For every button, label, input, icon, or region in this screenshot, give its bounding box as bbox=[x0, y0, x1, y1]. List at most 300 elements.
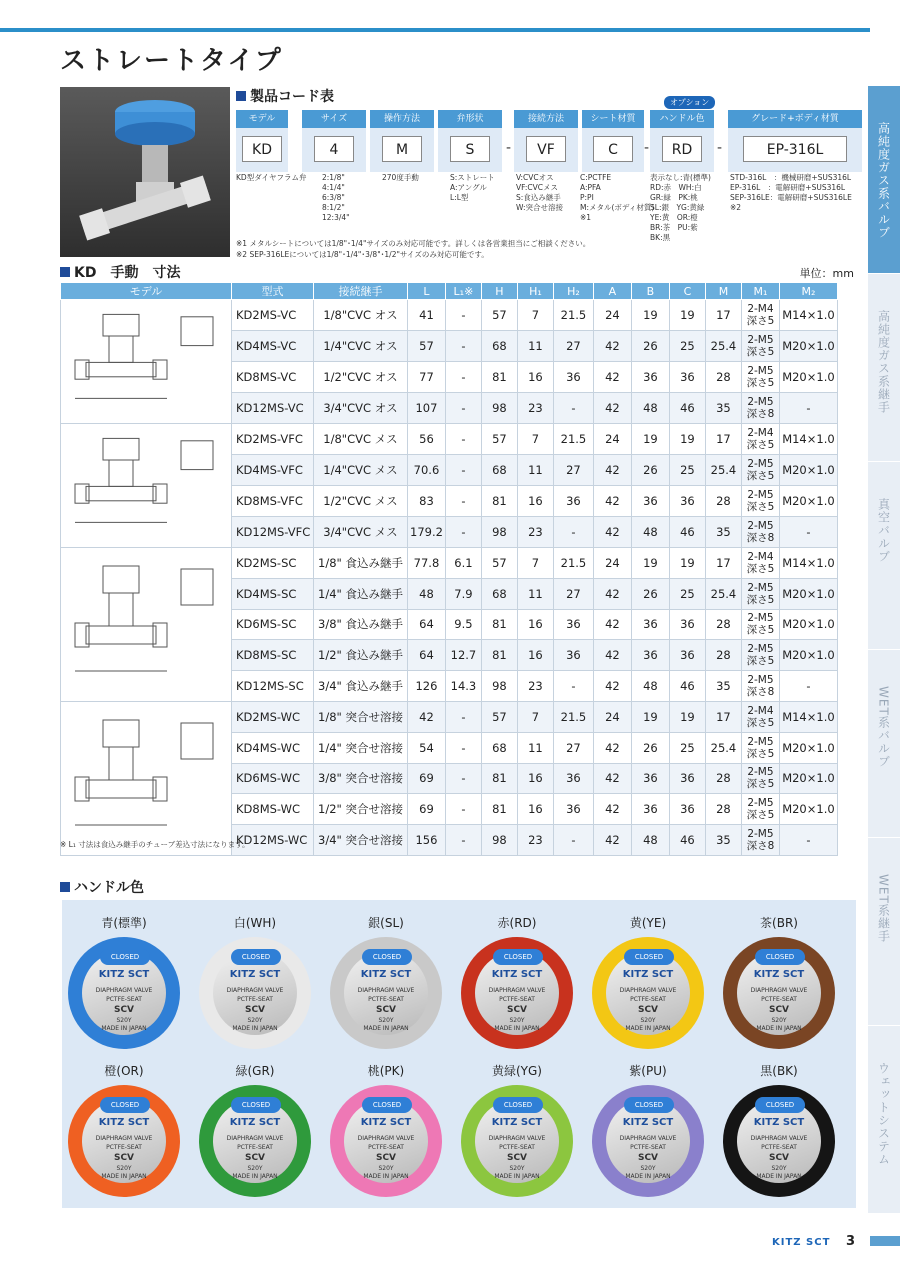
handle-color-item bbox=[588, 914, 708, 1049]
handle-color-label: 紫(PU) bbox=[629, 1064, 667, 1078]
table-cell: - bbox=[445, 763, 481, 794]
sidebar-tab-1[interactable]: 高純度ガス系継手 bbox=[868, 274, 900, 461]
knob-line3: SCV bbox=[768, 1005, 790, 1015]
knob-closed-label: CLOSED bbox=[231, 949, 281, 965]
table-cell: 16 bbox=[517, 486, 553, 517]
table-cell: - bbox=[445, 331, 481, 362]
knob-closed-label: CLOSED bbox=[362, 949, 412, 965]
col-header: L bbox=[408, 283, 446, 300]
code-desc-model: KD型ダイヤフラム弁 bbox=[236, 173, 307, 182]
table-cell: 2-M5 深さ5 bbox=[741, 486, 779, 517]
code-value: M bbox=[382, 136, 422, 162]
table-cell: 7 bbox=[517, 548, 553, 579]
col-header: モデル bbox=[61, 283, 232, 300]
knob-line5: MADE IN JAPAN bbox=[232, 1173, 278, 1180]
knob-closed-label: CLOSED bbox=[231, 1097, 281, 1113]
table-cell: 24 bbox=[593, 548, 631, 579]
knob-line4: S20Y bbox=[378, 1165, 394, 1172]
table-cell: 17 bbox=[705, 702, 741, 733]
table-cell: - bbox=[779, 517, 837, 548]
knob-line4: S20Y bbox=[116, 1165, 132, 1172]
knob-brand: KITZ SCT bbox=[98, 969, 150, 980]
table-cell: 28 bbox=[705, 794, 741, 825]
page-title: ストレートタイプ bbox=[60, 46, 283, 76]
table-cell: 36 bbox=[631, 609, 669, 640]
knob-line1: DIAPHRAGM VALVE bbox=[750, 987, 808, 994]
table-cell: 19 bbox=[631, 702, 669, 733]
table-cell: 16 bbox=[517, 362, 553, 393]
table-cell: 48 bbox=[631, 825, 669, 856]
handle-color-item bbox=[195, 914, 315, 1049]
code-col-valve-shape bbox=[438, 110, 502, 172]
table-cell: 46 bbox=[669, 671, 705, 702]
table-cell: 3/8" 突合せ溶接 bbox=[314, 763, 408, 794]
table-note: ※ L₁ 寸法は食込み継手のチューブ差込寸法になります。 bbox=[60, 840, 250, 849]
table-cell: 28 bbox=[705, 609, 741, 640]
table-cell: 3/8" 食込み継手 bbox=[314, 609, 408, 640]
table-cell: KD12MS-SC bbox=[232, 671, 314, 702]
knob-line3: SCV bbox=[375, 1153, 397, 1163]
table-cell: 1/2" 食込み継手 bbox=[314, 640, 408, 671]
table-cell: M20×1.0 bbox=[779, 763, 837, 794]
table-cell: 36 bbox=[669, 362, 705, 393]
table-cell: 1/4" 食込み継手 bbox=[314, 578, 408, 609]
table-cell: 16 bbox=[517, 640, 553, 671]
table-cell: 17 bbox=[705, 300, 741, 331]
sidebar bbox=[868, 86, 900, 1214]
table-cell: 36 bbox=[553, 794, 593, 825]
table-cell: - bbox=[445, 300, 481, 331]
table-cell: - bbox=[779, 393, 837, 424]
knob-line1: DIAPHRAGM VALVE bbox=[357, 1135, 415, 1142]
table-cell: 21.5 bbox=[553, 548, 593, 579]
table-cell: 36 bbox=[631, 794, 669, 825]
table-cell: - bbox=[445, 424, 481, 455]
code-desc-operation: 270度手動 bbox=[382, 173, 419, 182]
knob-line5: MADE IN JAPAN bbox=[756, 1025, 802, 1032]
table-cell: 42 bbox=[593, 331, 631, 362]
table-cell: 57 bbox=[481, 300, 517, 331]
handle-color-item bbox=[719, 1062, 839, 1197]
table-cell: 48 bbox=[631, 393, 669, 424]
handle-knob-image bbox=[461, 1085, 573, 1197]
table-cell: - bbox=[445, 393, 481, 424]
knob-brand: KITZ SCT bbox=[360, 1117, 412, 1128]
knob-line3: SCV bbox=[637, 1005, 659, 1015]
knob-line3: SCV bbox=[244, 1153, 266, 1163]
table-cell: 42 bbox=[593, 455, 631, 486]
table-cell: KD2MS-VC bbox=[232, 300, 314, 331]
product-photo bbox=[60, 87, 230, 257]
sidebar-tab-3[interactable]: WET系バルブ bbox=[868, 650, 900, 837]
knob-line1: DIAPHRAGM VALVE bbox=[95, 987, 153, 994]
knob-line1: DIAPHRAGM VALVE bbox=[357, 987, 415, 994]
knob-closed-label: CLOSED bbox=[624, 1097, 674, 1113]
code-value: KD bbox=[242, 136, 282, 162]
knob-line5: MADE IN JAPAN bbox=[101, 1173, 147, 1180]
knob-brand: KITZ SCT bbox=[360, 969, 412, 980]
table-cell: 41 bbox=[408, 300, 446, 331]
knob-brand: KITZ SCT bbox=[753, 1117, 805, 1128]
knob-line4: S20Y bbox=[378, 1017, 394, 1024]
knob-line5: MADE IN JAPAN bbox=[625, 1025, 671, 1032]
col-header: M₁ bbox=[741, 283, 779, 300]
sidebar-tab-5[interactable]: ウェットシステム bbox=[868, 1026, 900, 1213]
knob-line4: S20Y bbox=[247, 1017, 263, 1024]
handle-knob-image bbox=[330, 1085, 442, 1197]
table-cell: 57 bbox=[481, 702, 517, 733]
table-cell: KD8MS-WC bbox=[232, 794, 314, 825]
table-cell: 42 bbox=[593, 640, 631, 671]
code-col-grade bbox=[728, 110, 862, 172]
table-cell: 2-M5 深さ5 bbox=[741, 331, 779, 362]
handle-color-label: 青(標準) bbox=[101, 916, 147, 930]
table-cell: 3/4"CVC メス bbox=[314, 517, 408, 548]
table-cell: 81 bbox=[481, 763, 517, 794]
table-cell: 23 bbox=[517, 825, 553, 856]
table-cell: 16 bbox=[517, 609, 553, 640]
table-cell: 27 bbox=[553, 578, 593, 609]
code-head: シート材質 bbox=[582, 110, 644, 128]
table-cell: 6.1 bbox=[445, 548, 481, 579]
table-cell: 2-M4 深さ5 bbox=[741, 300, 779, 331]
table-cell: M14×1.0 bbox=[779, 424, 837, 455]
table-cell: 21.5 bbox=[553, 424, 593, 455]
table-cell: KD2MS-WC bbox=[232, 702, 314, 733]
valve-drawing bbox=[61, 548, 231, 698]
knob-line1: DIAPHRAGM VALVE bbox=[95, 1135, 153, 1142]
valve-drawing bbox=[61, 702, 231, 852]
table-row bbox=[61, 424, 838, 455]
table-cell: 21.5 bbox=[553, 300, 593, 331]
table-cell: 81 bbox=[481, 640, 517, 671]
knob-line4: S20Y bbox=[116, 1017, 132, 1024]
table-cell: 36 bbox=[553, 763, 593, 794]
knob-line2: PCTFE-SEAT bbox=[237, 1144, 273, 1151]
table-cell: 35 bbox=[705, 671, 741, 702]
table-cell: 36 bbox=[669, 794, 705, 825]
code-desc-valve-shape: S:ストレート A:アングル L:L型 bbox=[450, 173, 495, 202]
table-cell: - bbox=[445, 455, 481, 486]
table-cell: 11 bbox=[517, 732, 553, 763]
handle-color-panel bbox=[62, 900, 856, 1208]
table-cell: 16 bbox=[517, 794, 553, 825]
table-cell: - bbox=[779, 825, 837, 856]
handle-color-item bbox=[64, 1062, 184, 1197]
table-cell: 11 bbox=[517, 331, 553, 362]
table-row bbox=[61, 548, 838, 579]
code-table-heading: 製品コード表 bbox=[236, 86, 334, 106]
table-cell: 46 bbox=[669, 393, 705, 424]
table-cell: 1/2"CVC メス bbox=[314, 486, 408, 517]
table-cell: 2-M5 深さ5 bbox=[741, 763, 779, 794]
table-cell: KD8MS-SC bbox=[232, 640, 314, 671]
table-cell: 36 bbox=[553, 362, 593, 393]
knob-line5: MADE IN JAPAN bbox=[625, 1173, 671, 1180]
table-cell: 2-M4 深さ5 bbox=[741, 548, 779, 579]
knob-closed-label: CLOSED bbox=[755, 949, 805, 965]
table-cell: 42 bbox=[593, 393, 631, 424]
knob-line3: SCV bbox=[375, 1005, 397, 1015]
code-col-size bbox=[302, 110, 366, 172]
handle-color-label: 桃(PK) bbox=[367, 1064, 405, 1078]
table-cell: 77 bbox=[408, 362, 446, 393]
table-cell: KD4MS-WC bbox=[232, 732, 314, 763]
table-cell: 46 bbox=[669, 517, 705, 548]
knob-line2: PCTFE-SEAT bbox=[761, 996, 797, 1003]
code-table-notes bbox=[236, 238, 590, 260]
table-cell: 56 bbox=[408, 424, 446, 455]
table-cell: 7 bbox=[517, 424, 553, 455]
knob-line2: PCTFE-SEAT bbox=[499, 996, 535, 1003]
code-desc-connection: V:CVCオス VF:CVCメス S:食込み継手 W:突合せ溶接 bbox=[516, 173, 564, 212]
table-cell: - bbox=[445, 825, 481, 856]
table-cell: 1/4"CVC オス bbox=[314, 331, 408, 362]
col-header: H₁ bbox=[517, 283, 553, 300]
table-cell: - bbox=[445, 732, 481, 763]
table-cell: 2-M5 深さ5 bbox=[741, 794, 779, 825]
code-desc-seat: C:PCTFE A:PFA P:PI M:メタル(ボディ材質) ※1 bbox=[580, 173, 655, 222]
code-head: 接続方法 bbox=[514, 110, 578, 128]
table-cell: 64 bbox=[408, 609, 446, 640]
code-dash: - bbox=[644, 140, 650, 156]
table-cell: 81 bbox=[481, 362, 517, 393]
table-cell: 42 bbox=[593, 362, 631, 393]
table-cell: 2-M5 深さ8 bbox=[741, 671, 779, 702]
table-cell: KD8MS-VFC bbox=[232, 486, 314, 517]
code-value: 4 bbox=[314, 136, 354, 162]
handle-color-item bbox=[457, 1062, 577, 1197]
table-cell: 2-M5 深さ5 bbox=[741, 362, 779, 393]
table-cell: 42 bbox=[593, 517, 631, 548]
table-cell: - bbox=[445, 794, 481, 825]
knob-line2: PCTFE-SEAT bbox=[368, 1144, 404, 1151]
table-cell: 24 bbox=[593, 702, 631, 733]
table-cell: 69 bbox=[408, 794, 446, 825]
dims-heading: KD 手動 寸法 bbox=[60, 262, 180, 282]
option-badge: オプション bbox=[664, 96, 715, 109]
table-cell: 42 bbox=[593, 486, 631, 517]
knob-line1: DIAPHRAGM VALVE bbox=[488, 987, 546, 994]
handle-knob-image bbox=[199, 937, 311, 1049]
table-cell: - bbox=[445, 362, 481, 393]
table-cell: 3/4" 突合せ溶接 bbox=[314, 825, 408, 856]
table-cell: M20×1.0 bbox=[779, 486, 837, 517]
table-cell: 16 bbox=[517, 763, 553, 794]
table-cell: 70.6 bbox=[408, 455, 446, 486]
table-cell: KD12MS-VFC bbox=[232, 517, 314, 548]
handle-color-label: 橙(OR) bbox=[104, 1064, 144, 1078]
table-cell: 57 bbox=[481, 424, 517, 455]
table-cell: 26 bbox=[631, 732, 669, 763]
knob-line1: DIAPHRAGM VALVE bbox=[226, 1135, 284, 1142]
table-cell: 12.7 bbox=[445, 640, 481, 671]
note-2: ※2 SEP-316LEについては1/8"･1/4"･3/8"･1/2"サイズのみ対応可能です。 bbox=[236, 250, 489, 259]
table-cell: 25 bbox=[669, 578, 705, 609]
table-cell: 21.5 bbox=[553, 702, 593, 733]
table-cell: 27 bbox=[553, 455, 593, 486]
footer-brand: KITZ SCT bbox=[772, 1237, 831, 1248]
table-cell: 35 bbox=[705, 825, 741, 856]
knob-line4: S20Y bbox=[771, 1165, 787, 1172]
knob-line2: PCTFE-SEAT bbox=[761, 1144, 797, 1151]
knob-brand: KITZ SCT bbox=[491, 1117, 543, 1128]
table-cell: 36 bbox=[631, 362, 669, 393]
table-cell: 42 bbox=[593, 763, 631, 794]
knob-line3: SCV bbox=[637, 1153, 659, 1163]
knob-line1: DIAPHRAGM VALVE bbox=[750, 1135, 808, 1142]
table-cell: 81 bbox=[481, 609, 517, 640]
table-cell: 54 bbox=[408, 732, 446, 763]
table-cell: - bbox=[553, 825, 593, 856]
table-cell: 57 bbox=[481, 548, 517, 579]
table-cell: 42 bbox=[593, 732, 631, 763]
knob-line5: MADE IN JAPAN bbox=[494, 1025, 540, 1032]
model-drawing-cell bbox=[61, 702, 232, 856]
table-cell: M14×1.0 bbox=[779, 300, 837, 331]
table-cell: KD2MS-SC bbox=[232, 548, 314, 579]
knob-line4: S20Y bbox=[771, 1017, 787, 1024]
knob-line3: SCV bbox=[244, 1005, 266, 1015]
table-cell: M20×1.0 bbox=[779, 362, 837, 393]
code-head: モデル bbox=[236, 110, 288, 128]
col-header: 型式 bbox=[232, 283, 314, 300]
table-cell: 14.3 bbox=[445, 671, 481, 702]
table-cell: 25 bbox=[669, 455, 705, 486]
table-cell: 23 bbox=[517, 671, 553, 702]
table-cell: 2-M5 深さ5 bbox=[741, 732, 779, 763]
table-cell: 35 bbox=[705, 393, 741, 424]
knob-closed-label: CLOSED bbox=[493, 1097, 543, 1113]
knob-closed-label: CLOSED bbox=[493, 949, 543, 965]
table-cell: 24 bbox=[593, 300, 631, 331]
table-cell: 1/2"CVC オス bbox=[314, 362, 408, 393]
handle-knob-image bbox=[461, 937, 573, 1049]
table-cell: 42 bbox=[593, 825, 631, 856]
sidebar-tab-4[interactable]: WET系継手 bbox=[868, 838, 900, 1025]
handle-knob-image bbox=[592, 937, 704, 1049]
knob-line4: S20Y bbox=[640, 1017, 656, 1024]
table-cell: 2-M5 深さ5 bbox=[741, 455, 779, 486]
table-cell: 2-M5 深さ5 bbox=[741, 640, 779, 671]
table-cell: 11 bbox=[517, 578, 553, 609]
table-cell: 98 bbox=[481, 671, 517, 702]
knob-line2: PCTFE-SEAT bbox=[630, 1144, 666, 1151]
table-cell: 19 bbox=[669, 424, 705, 455]
knob-closed-label: CLOSED bbox=[362, 1097, 412, 1113]
code-col-connection bbox=[514, 110, 578, 172]
table-cell: 98 bbox=[481, 393, 517, 424]
table-cell: 2-M4 深さ5 bbox=[741, 424, 779, 455]
table-cell: 28 bbox=[705, 362, 741, 393]
table-cell: 36 bbox=[669, 763, 705, 794]
knob-brand: KITZ SCT bbox=[98, 1117, 150, 1128]
table-cell: 28 bbox=[705, 763, 741, 794]
handle-knob-image bbox=[330, 937, 442, 1049]
code-desc-handle-color: 表示なし:青(標準) RD:赤 WH:白 GR:緑 PK:桃 SL:銀 YG:黄緑 YE:黄 OR:橙 BR:茶 PU:紫 BK:黒 bbox=[650, 173, 711, 242]
knob-line4: S20Y bbox=[509, 1165, 525, 1172]
table-cell: - bbox=[553, 517, 593, 548]
table-cell: 1/8" 食込み継手 bbox=[314, 548, 408, 579]
knob-line5: MADE IN JAPAN bbox=[363, 1173, 409, 1180]
table-cell: 68 bbox=[481, 578, 517, 609]
knob-brand: KITZ SCT bbox=[229, 1117, 281, 1128]
knob-line2: PCTFE-SEAT bbox=[106, 1144, 142, 1151]
valve-drawing bbox=[61, 424, 231, 544]
handle-color-label: 黒(BK) bbox=[760, 1064, 798, 1078]
table-cell: KD6MS-SC bbox=[232, 609, 314, 640]
table-cell: 42 bbox=[593, 609, 631, 640]
table-cell: - bbox=[445, 702, 481, 733]
table-cell: 7 bbox=[517, 702, 553, 733]
col-header: A bbox=[593, 283, 631, 300]
col-header: B bbox=[631, 283, 669, 300]
table-cell: 36 bbox=[631, 763, 669, 794]
code-col-seat bbox=[582, 110, 644, 172]
model-drawing-cell bbox=[61, 300, 232, 424]
table-cell: 36 bbox=[553, 609, 593, 640]
table-cell: 19 bbox=[631, 548, 669, 579]
table-cell: 1/4" 突合せ溶接 bbox=[314, 732, 408, 763]
knob-line1: DIAPHRAGM VALVE bbox=[226, 987, 284, 994]
sidebar-tab-2[interactable]: 真空バルブ bbox=[868, 462, 900, 649]
table-cell: M14×1.0 bbox=[779, 702, 837, 733]
table-cell: 26 bbox=[631, 331, 669, 362]
table-cell: KD8MS-VC bbox=[232, 362, 314, 393]
code-value: RD bbox=[662, 136, 702, 162]
col-header: M bbox=[705, 283, 741, 300]
model-drawing-cell bbox=[61, 424, 232, 548]
handle-color-item bbox=[195, 1062, 315, 1197]
handle-knob-image bbox=[592, 1085, 704, 1197]
table-cell: 2-M5 深さ5 bbox=[741, 578, 779, 609]
table-cell: 98 bbox=[481, 825, 517, 856]
handle-color-label: 銀(SL) bbox=[368, 916, 404, 930]
knob-line3: SCV bbox=[113, 1005, 135, 1015]
table-row bbox=[61, 702, 838, 733]
table-cell: 36 bbox=[631, 640, 669, 671]
knob-line3: SCV bbox=[506, 1005, 528, 1015]
table-cell: KD12MS-WC bbox=[232, 825, 314, 856]
table-cell: 25.4 bbox=[705, 578, 741, 609]
table-cell: 27 bbox=[553, 732, 593, 763]
table-cell: 36 bbox=[631, 486, 669, 517]
handle-knob-image bbox=[68, 1085, 180, 1197]
table-cell: 17 bbox=[705, 548, 741, 579]
model-drawing-cell bbox=[61, 548, 232, 702]
code-head: ハンドル色 bbox=[650, 110, 714, 128]
code-col-handle-color bbox=[650, 110, 714, 172]
dimension-table bbox=[60, 282, 838, 856]
knob-line5: MADE IN JAPAN bbox=[101, 1025, 147, 1032]
col-header: L₁※ bbox=[445, 283, 481, 300]
table-cell: 126 bbox=[408, 671, 446, 702]
knob-closed-label: CLOSED bbox=[755, 1097, 805, 1113]
knob-line1: DIAPHRAGM VALVE bbox=[488, 1135, 546, 1142]
table-cell: 19 bbox=[669, 548, 705, 579]
table-cell: 2-M5 深さ8 bbox=[741, 517, 779, 548]
page-number: 3 bbox=[846, 1234, 856, 1249]
knob-line5: MADE IN JAPAN bbox=[363, 1025, 409, 1032]
handle-knob-image bbox=[723, 937, 835, 1049]
knob-line2: PCTFE-SEAT bbox=[630, 996, 666, 1003]
knob-line5: MADE IN JAPAN bbox=[232, 1025, 278, 1032]
handle-color-label: 白(WH) bbox=[233, 916, 277, 930]
table-cell: 2-M5 深さ8 bbox=[741, 393, 779, 424]
table-cell: M20×1.0 bbox=[779, 609, 837, 640]
sidebar-tab-0[interactable]: 高純度ガス系バルブ bbox=[868, 86, 900, 273]
knob-line3: SCV bbox=[768, 1153, 790, 1163]
